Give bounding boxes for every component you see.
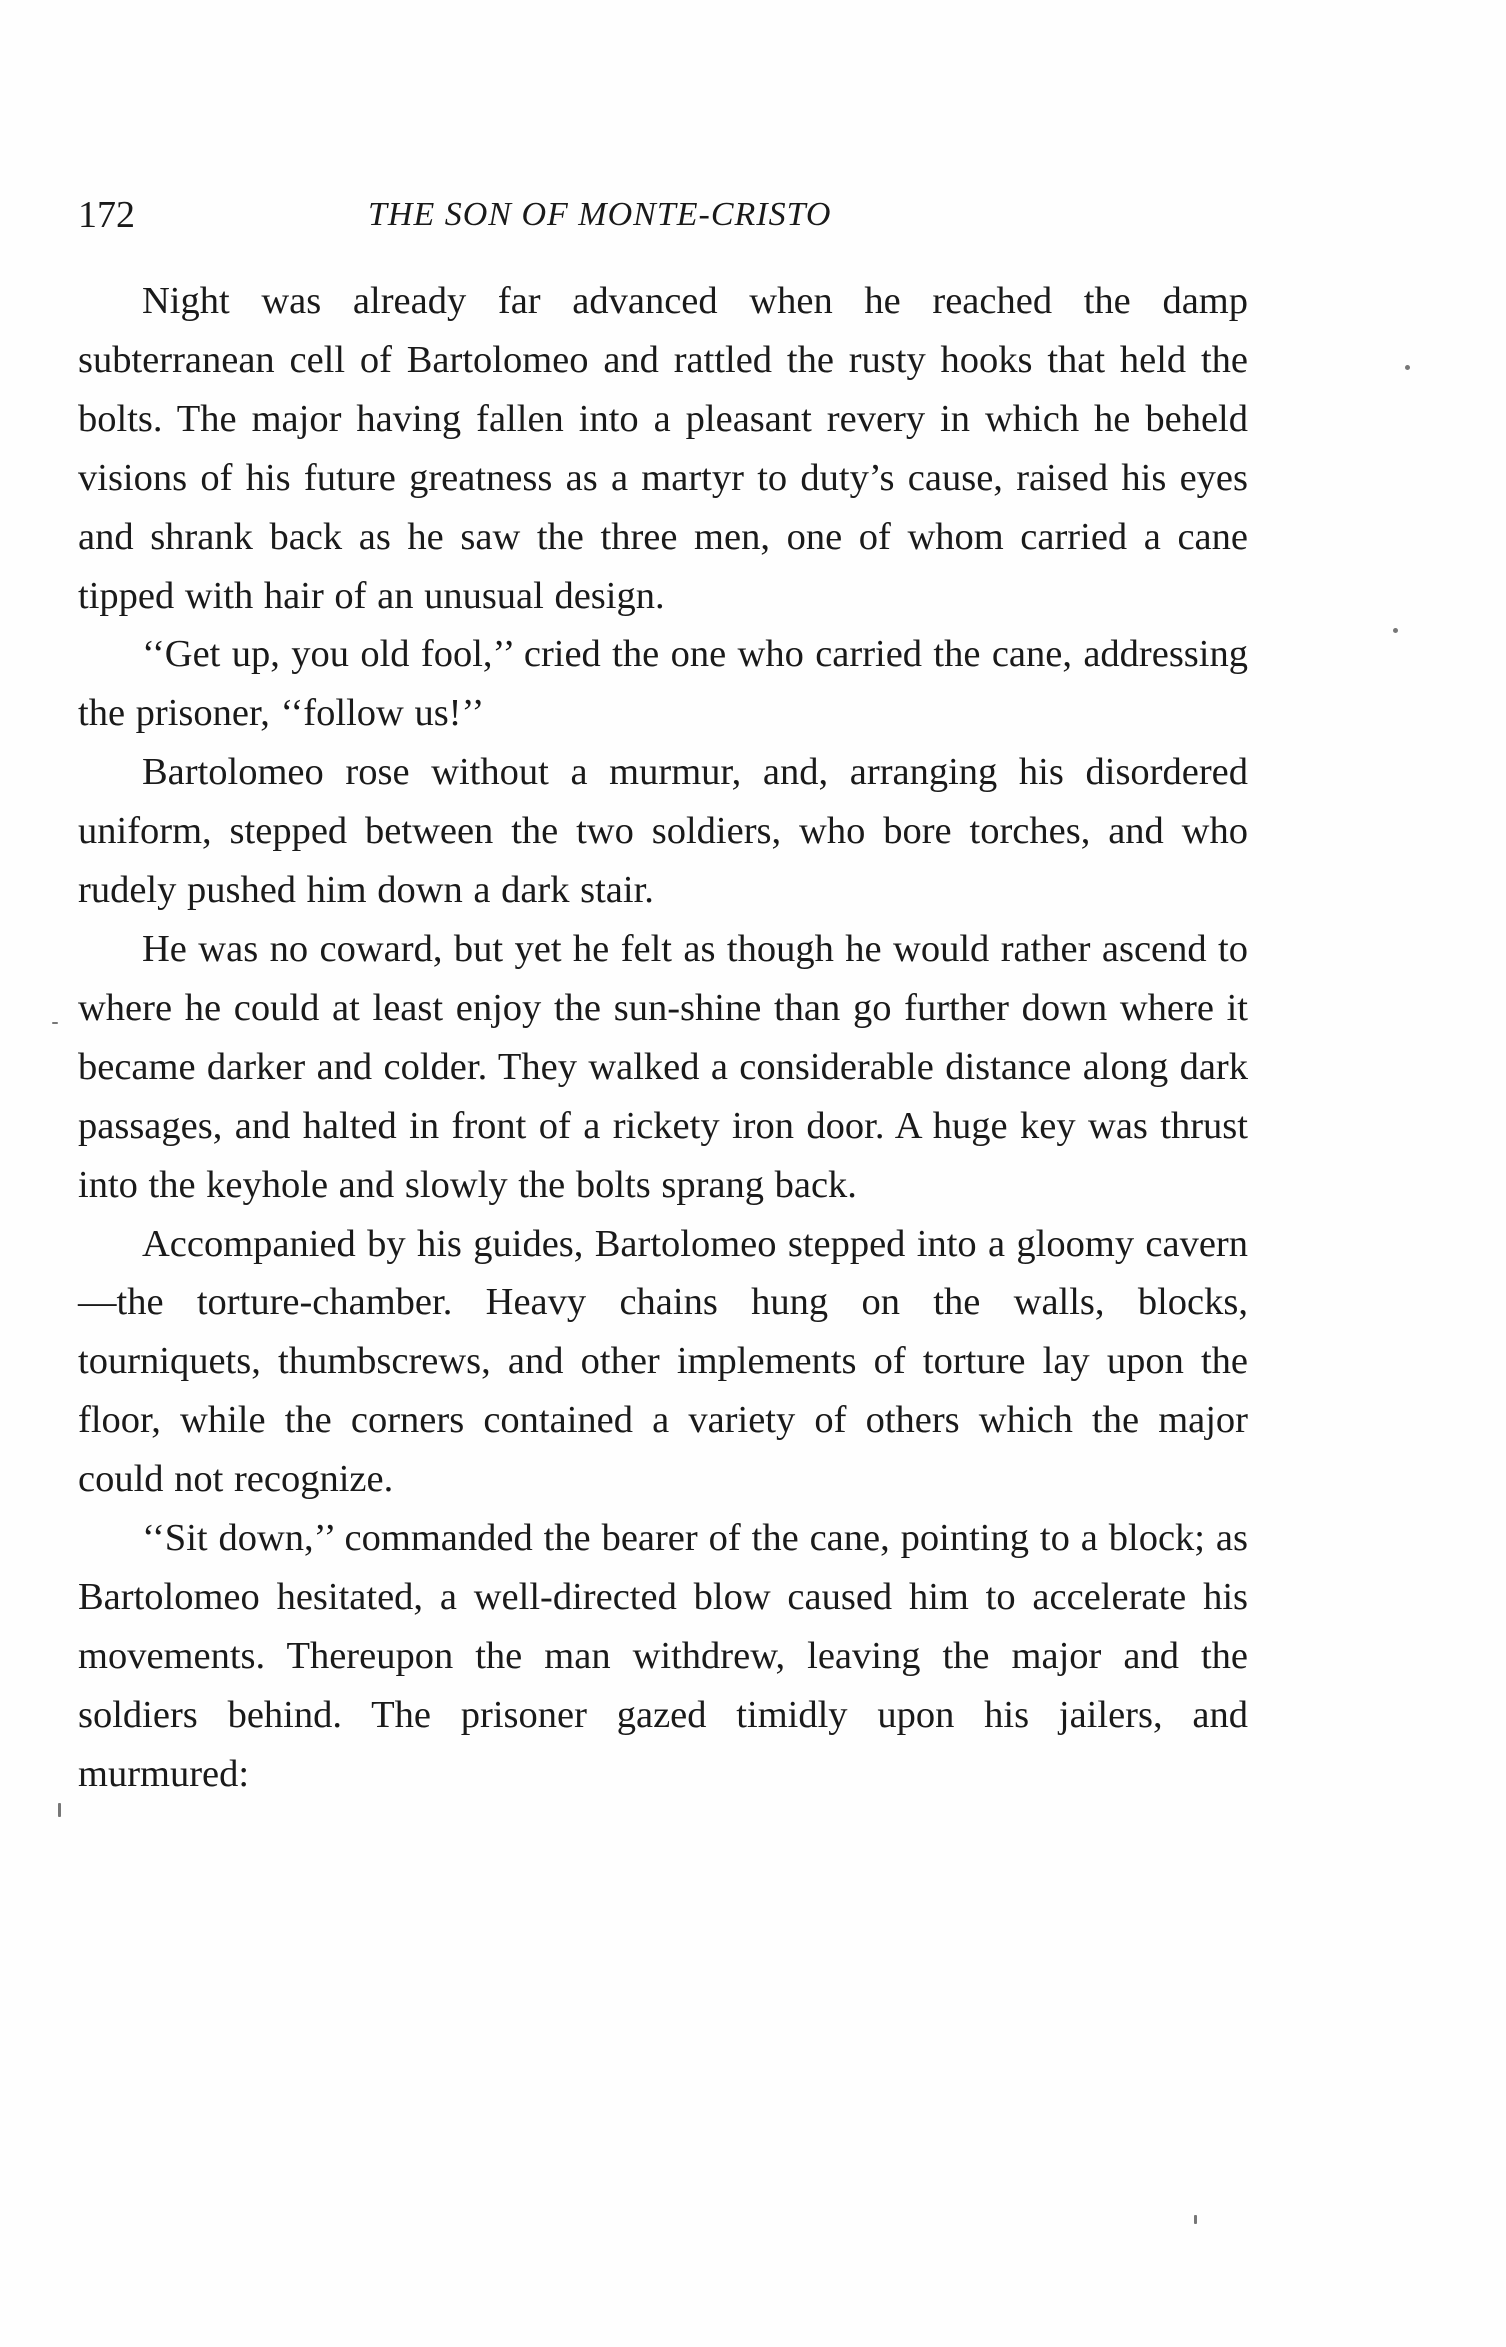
page-header xyxy=(78,190,1258,240)
paragraph: ‘‘Sit down,’’ commanded the bearer of the cane, pointing to a block; as Bartolomeo hesitated, a well-directed blow caused him to accelerate his movements. Thereupon the man withdrew, leaving the major and the soldiers behind. The prisoner gazed timidly upon his jailers, and murmured: xyxy=(78,1517,1248,1795)
paragraph: Night was already far advanced when he reached the damp subterranean cell of Bartolomeo and rattled the rusty hooks that held the bolts. The major having fallen into a pleasant revery in which he beheld visions of his future greatness as a martyr to duty’s cause, raised his eyes and shrank back as he saw the three men, one of whom carried a cane tipped with hair of an unusual design. xyxy=(78,280,1248,617)
scan-speck xyxy=(1194,2215,1197,2224)
scan-speck xyxy=(52,1022,58,1024)
paragraph: Bartolomeo rose without a murmur, and, arranging his disordered uniform, stepped between the two soldiers, who bore torches, and who rudely pushed him down a dark stair. xyxy=(78,751,1248,912)
scan-speck xyxy=(1393,628,1398,633)
running-title: THE SON OF MONTE-CRISTO xyxy=(368,196,832,233)
scan-speck xyxy=(1405,365,1410,370)
scan-speck xyxy=(58,1803,61,1817)
paragraph: ‘‘Get up, you old fool,’’ cried the one who carried the cane, addressing the prisoner, ‘‘follow us!’’ xyxy=(78,633,1248,735)
paragraph: He was no coward, but yet he felt as though he would rather ascend to where he could at least enjoy the sun-shine than go further down where it became darker and colder. They walked a considerable distance along dark passages, and halted in front of a rickety iron door. A huge key was thrust into the keyhole and slowly the bolts sprang back. xyxy=(78,927,1248,1206)
paragraph: Accompanied by his guides, Bartolomeo stepped into a gloomy cavern—the torture-chamber. Heavy chains hung on the walls, blocks, tourniquets, thumbscrews, and other implements of torture lay upon the floor, while the corners contained a variety of others which the major could not recognize. xyxy=(78,1222,1248,1501)
page-number: 172 xyxy=(78,194,135,236)
body-text xyxy=(78,272,1248,1804)
